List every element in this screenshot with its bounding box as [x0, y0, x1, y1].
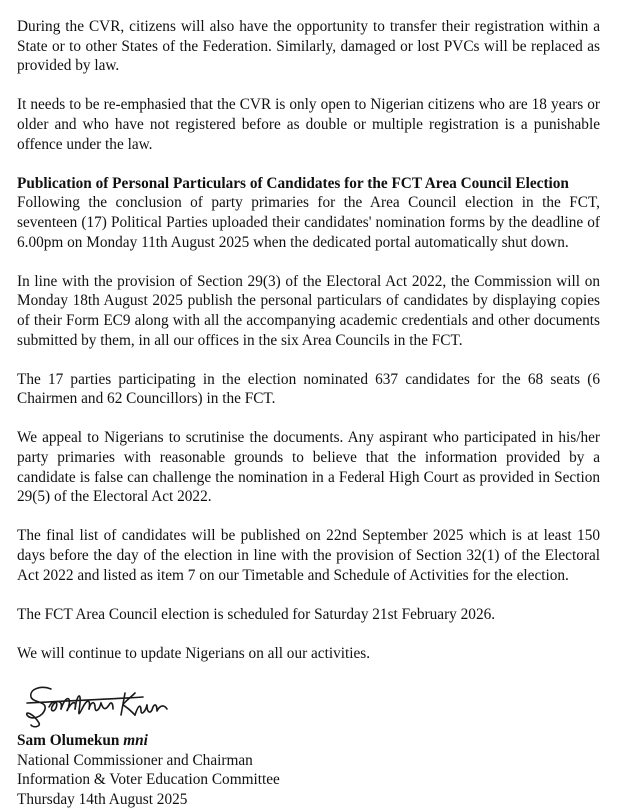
signatory-title-1: National Commissioner and Chairman — [17, 751, 253, 769]
paragraph-publication-date: In line with the provision of Section 29(3) of the Electoral Act 2022, the Commission will on Monday 18th August 2025 publish the personal particulars of candidates by displaying copies of their Form EC9 along with all the accompanying academic credentials and other documents submitted by them, in all our offices in the six Area Councils in the FCT. — [17, 272, 600, 349]
paragraph-updates: We will continue to update Nigerians on all our activities. — [17, 645, 371, 662]
paragraph-cvr-transfer: During the CVR, citizens will also have the opportunity to transfer their registration within a State or to other States of the Federation. Similarly, damaged or lost PVCs will be replaced as provided by law. — [17, 18, 600, 75]
paragraph-candidate-count: The 17 parties participating in the election nominated 637 candidates for the 68 seats (6 Chairmen and 62 Councillors) in the FCT. — [17, 370, 600, 408]
paragraph-cvr-eligibility: It needs to be re-emphasied that the CVR is only open to Nigerian citizens who are 18 years or older and who have not registered before as double or multiple registration is a punishable offence under the law. — [17, 96, 600, 153]
section-publication — [17, 174, 600, 252]
paragraph-final-list: The final list of candidates will be published on 22nd September 2025 which is at least 150 days before the day of the election in line with the provision of Section 32(1) of the Electoral Act 2022 and listed as item 7 on our Timetable and Schedule of Activities for the election. — [17, 527, 600, 584]
press-release-body — [17, 17, 600, 810]
section-heading: Publication of Personal Particulars of Candidates for the FCT Area Council Election — [17, 174, 569, 192]
signatory-name-line — [17, 731, 600, 751]
paragraph-election-date: The FCT Area Council election is scheduled for Saturday 21st February 2026. — [17, 605, 496, 623]
post-nominal: mni — [123, 732, 148, 750]
release-date: Thursday 14th August 2025 — [17, 790, 188, 808]
handwritten-signature — [23, 683, 173, 729]
signatory-title-2: Information & Voter Education Committee — [17, 771, 280, 789]
paragraph-party-primaries: Following the conclusion of party primaries for the Area Council election in the FCT, seventeen (17) Political Parties uploaded their candidates' nomination forms by the deadline of 6.00pm on Monday 11th August 2025 when the dedicated portal automatically shut down. — [17, 194, 600, 251]
paragraph-scrutiny-appeal: We appeal to Nigerians to scrutinise the documents. Any aspirant who participated in his/her party primaries with reasonable grounds to believe that the information provided by a candidate is false can challenge the nomination in a Federal High Court as provided in Section 29(5) of the Electoral Act 2022. — [17, 429, 600, 506]
signature-block — [17, 683, 600, 809]
signatory-name: Sam Olumekun — [17, 732, 120, 750]
